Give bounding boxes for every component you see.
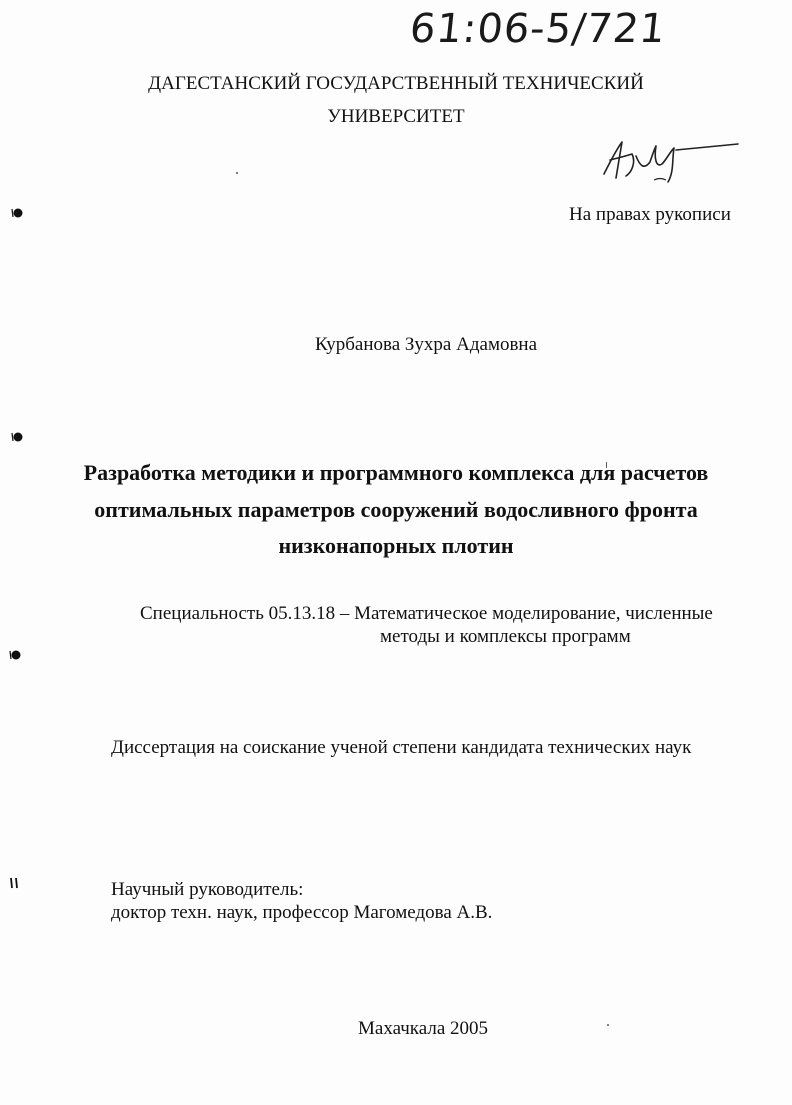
punch-hole-icon <box>8 648 22 662</box>
punch-hole-icon <box>8 876 22 890</box>
punch-hole-icon <box>10 430 24 444</box>
specialty-line2: методы и комплексы программ <box>380 626 631 647</box>
title-line1: Разработка методики и программного комплекса для расчетов <box>83 460 709 485</box>
signature-icon <box>596 132 741 187</box>
title-line2: оптимальных параметров сооружений водосливного фронта <box>94 497 698 522</box>
university-name-line2: УНИВЕРСИТЕТ <box>327 106 465 127</box>
dissertation-type: Диссертация на соискание ученой степени кандидата технических наук <box>111 737 692 758</box>
city-year: Махачкала 2005 <box>358 1018 489 1039</box>
speck <box>607 1024 609 1026</box>
supervisor-label: Научный руководитель: <box>111 879 304 900</box>
archive-number: 61:06-5/721 <box>407 6 669 52</box>
specialty-line1: Специальность 05.13.18 – Математическое моделирование, численные <box>140 603 713 624</box>
manuscript-rights: На правах рукописи <box>569 204 731 225</box>
author-name: Курбанова Зухра Адамовна <box>315 334 538 355</box>
speck <box>236 172 238 174</box>
supervisor-name: доктор техн. наук, профессор Магомедова А.В. <box>111 902 493 923</box>
university-name-line1: ДАГЕСТАНСКИЙ ГОСУДАРСТВЕННЫЙ ТЕХНИЧЕСКИЙ <box>148 73 644 94</box>
title-line3: низконапорных плотин <box>278 533 514 558</box>
punch-hole-icon <box>10 206 24 220</box>
